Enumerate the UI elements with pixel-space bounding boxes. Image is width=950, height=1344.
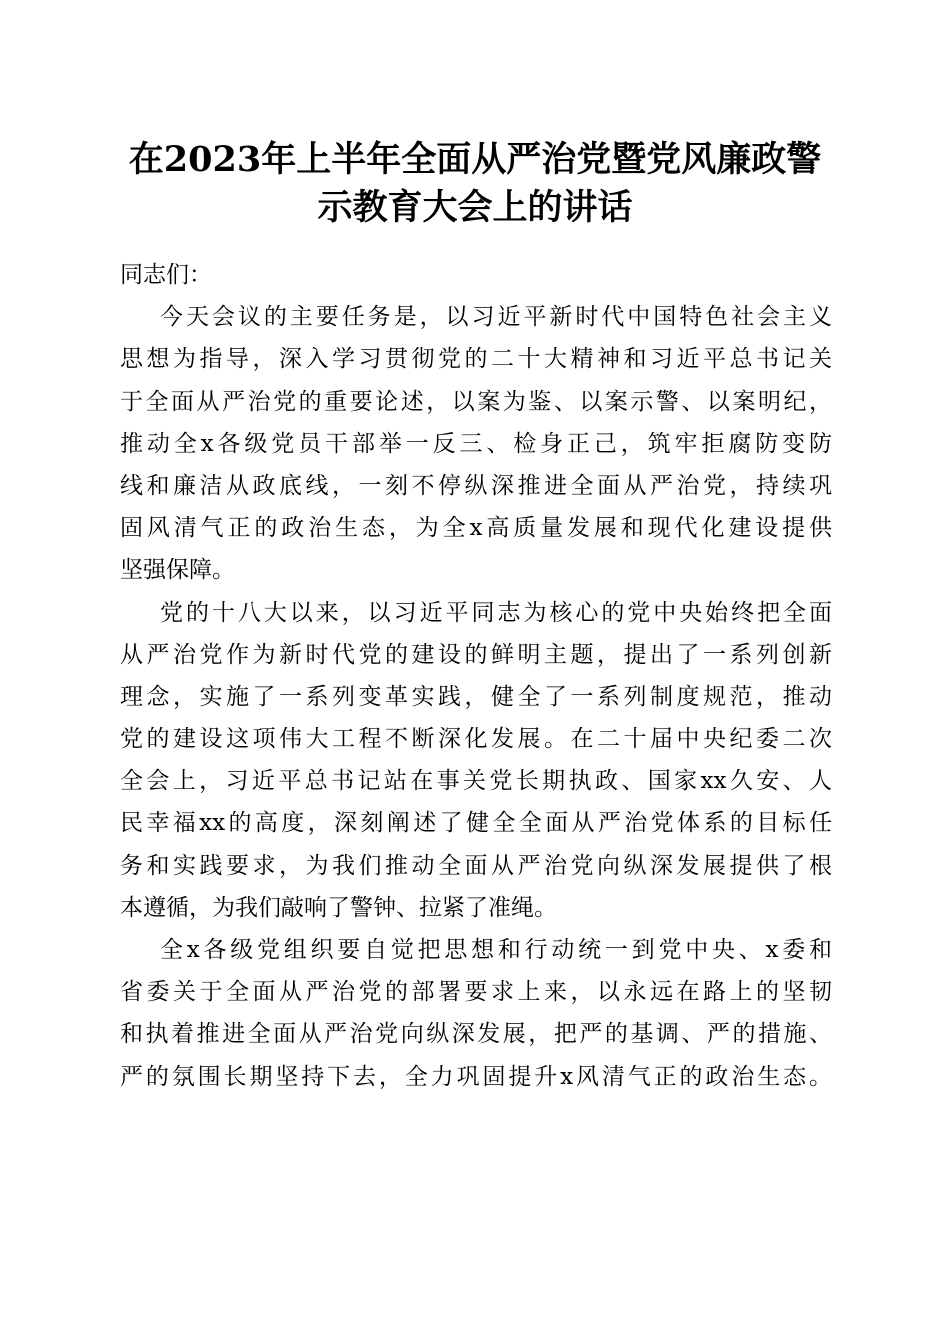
paragraph-line: 从严治党作为新时代党的建设的鲜明主题，提出了一系列创新	[120, 641, 832, 668]
paragraph-line: 和执着推进全面从严治党向纵深发展，把严的基调、严的措施、	[120, 1021, 832, 1048]
paragraph-line: 严的氛围长期坚持下去，全力巩固提升x风清气正的政治生态。	[120, 1063, 832, 1090]
paragraph-line: 今天会议的主要任务是，以习近平新时代中国特色社会主义	[160, 304, 832, 331]
page-title	[100, 136, 850, 232]
paragraph-line: 线和廉洁从政底线，一刻不停纵深推进全面从严治党，持续巩	[120, 472, 832, 499]
document-body	[120, 254, 832, 1098]
paragraph-line: 于全面从严治党的重要论述，以案为鉴、以案示警、以案明纪，	[120, 388, 832, 415]
paragraph-line: 省委关于全面从严治党的部署要求上来，以永远在路上的坚韧	[120, 979, 832, 1006]
paragraph-line: 党的建设这项伟大工程不断深化发展。在二十届中央纪委二次	[120, 726, 832, 753]
paragraph-line: 本遵循，为我们敲响了警钟、拉紧了准绳。	[120, 894, 557, 921]
title-line-1: 在2023年上半年全面从严治党暨党风廉政警	[128, 139, 822, 180]
paragraph-line: 民幸福xx的高度，深刻阐述了健全全面从严治党体系的目标任	[120, 810, 832, 837]
paragraph-line: 党的十八大以来，以习近平同志为核心的党中央始终把全面	[160, 599, 832, 626]
paragraph-line: 理念，实施了一系列变革实践，健全了一系列制度规范，推动	[120, 683, 832, 710]
paragraph-2	[120, 592, 832, 930]
paragraph-line: 推动全x各级党员干部举一反三、检身正己，筑牢拒腐防变防	[120, 430, 832, 457]
paragraph-line: 全x各级党组织要自觉把思想和行动统一到党中央、x委和	[160, 937, 832, 963]
paragraph-1	[120, 296, 832, 591]
paragraph-line: 固风清气正的政治生态，为全x高质量发展和现代化建设提供	[120, 515, 832, 542]
paragraph-line: 思想为指导，深入学习贯彻党的二十大精神和习近平总书记关	[120, 346, 832, 373]
title-line-2: 示教育大会上的讲话	[317, 187, 633, 228]
paragraph-3	[120, 929, 832, 1098]
paragraph-line: 全会上，习近平总书记站在事关党长期执政、国家xx久安、人	[120, 768, 832, 795]
paragraph-line: 坚强保障。	[120, 557, 235, 584]
salutation: 同志们：	[120, 262, 212, 288]
paragraph-line: 务和实践要求，为我们推动全面从严治党向纵深发展提供了根	[120, 852, 832, 879]
